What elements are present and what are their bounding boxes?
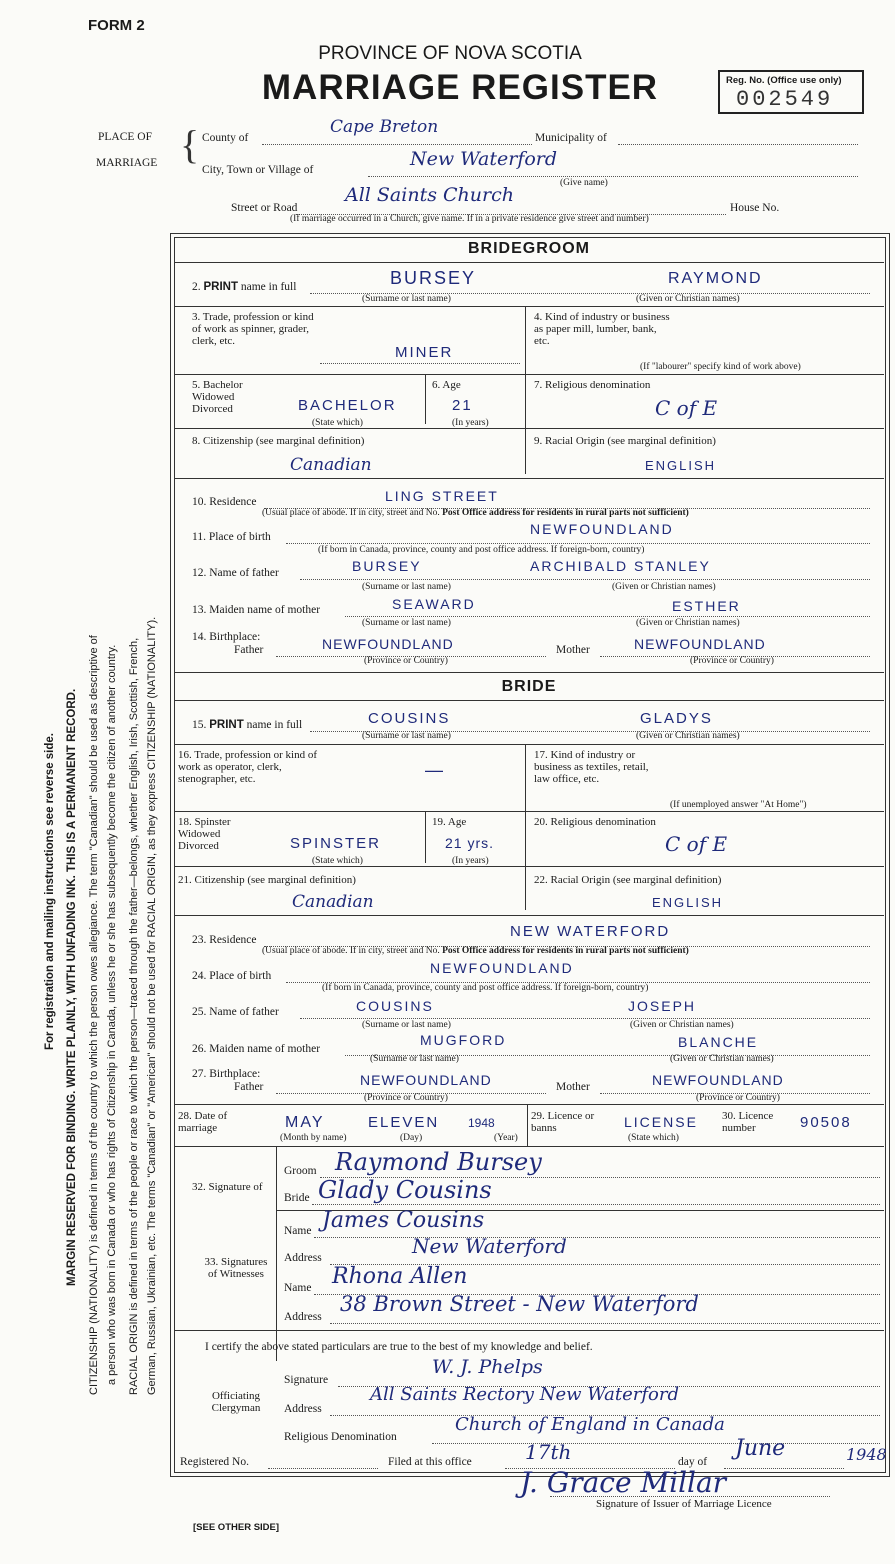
street-note: (If marriage occurred in a Church, give name. If in a private residence give street and number): [290, 214, 649, 224]
bride-racial-label: 22. Racial Origin (see marginal definition): [534, 874, 722, 886]
bride-mother-surname-note: (Surname or last name): [370, 1054, 459, 1064]
groom-name-label: 2. PRINT name in full: [192, 281, 297, 293]
filed-month: June: [735, 1436, 786, 1461]
groom-given: RAYMOND: [668, 270, 763, 287]
issuer-signature: J. Grace Millar: [520, 1466, 727, 1499]
witness-label: 33. Signatures of Witnesses: [204, 1256, 268, 1280]
groom-religion-label: 7. Religious denomination: [534, 379, 651, 391]
clergy-addr-label: Address: [284, 1403, 322, 1415]
bride-father-surname: COUSINS: [356, 998, 434, 1014]
relig-label: Religious Denomination: [284, 1431, 397, 1443]
bride-given-note: (Given or Christian names): [636, 731, 740, 741]
mother-given-note: (Given or Christian names): [636, 618, 740, 628]
filed-label: Filed at this office: [388, 1456, 472, 1468]
bride-bp-mother-label: Mother: [556, 1081, 590, 1093]
birth-note: (If born in Canada, province, county and post office address. If foreign-born, country): [318, 545, 645, 555]
sidebar-line-4: a person who was born in Canada or who has rights of Citizenship in Canada, unless he or she has subsequently become the citizen of another country.: [106, 644, 118, 1385]
bride-mother-label: 26. Maiden name of mother: [192, 1043, 321, 1055]
clergy-signature: W. J. Phelps: [432, 1356, 543, 1378]
bride-birth-line: [286, 968, 870, 983]
bride-bp-mother: NEWFOUNDLAND: [652, 1072, 784, 1088]
groom-age: 21: [452, 397, 473, 414]
bride-racial: ENGLISH: [652, 895, 724, 910]
groom-status: BACHELOR: [298, 397, 397, 414]
filed-day: 17th: [525, 1440, 572, 1464]
sidebar-line-2: MARGIN RESERVED FOR BINDING. WRITE PLAINLY, WITH UNFADING INK. THIS IS A PERMANENT RECORD.: [66, 688, 78, 1286]
groom-age-label: 6. Age: [432, 379, 461, 391]
bride-industry-note: (If unemployed answer "At Home"): [670, 800, 807, 810]
registered-label: Registered No.: [180, 1456, 249, 1468]
bride-religion: C of E: [665, 832, 728, 856]
w2-address-label: Address: [284, 1311, 322, 1323]
groom-birth-label: 11. Place of birth: [192, 531, 271, 543]
groom-bp-mother-label: Mother: [556, 644, 590, 656]
licence-number-label: 30. Licence number: [722, 1110, 774, 1134]
brace: {: [180, 122, 200, 167]
bride-mother-given-note: (Given or Christian names): [670, 1054, 774, 1064]
reg-number-box: [718, 70, 864, 114]
clergy-address: All Saints Rectory New Waterford: [370, 1384, 680, 1405]
month-note: (Month by name): [280, 1133, 347, 1143]
bride-status-label: 18. Spinster Widowed Divorced: [178, 816, 231, 852]
residence-note: (Usual place of abode. If in city, street and No. Post Office address for residents in rural parts not sufficient): [262, 508, 689, 518]
groom-industry-note: (If "labourer" specify kind of work above): [640, 362, 801, 372]
bride-heading: BRIDE: [501, 678, 557, 695]
bride-age-note: (In years): [452, 856, 489, 866]
groom-mother-label: 13. Maiden name of mother: [192, 604, 321, 616]
reg-number: 002549: [736, 87, 834, 112]
groom-trade-line: [320, 355, 520, 364]
bride-birth: NEWFOUNDLAND: [430, 960, 574, 976]
place-label-1: PLACE OF: [98, 131, 152, 143]
municipality-line: [618, 130, 858, 145]
marriage-month: MAY: [285, 1114, 325, 1131]
county-value: Cape Breton: [330, 117, 439, 137]
w2-name: Rhona Allen: [332, 1264, 468, 1289]
licence-number: 90508: [800, 1114, 852, 1131]
w1-name-label: Name: [284, 1225, 312, 1237]
clergy-sig-label: Signature: [284, 1374, 329, 1386]
reg-note: (Office use only): [767, 75, 842, 86]
bride-mother-surname: MUGFORD: [420, 1032, 507, 1048]
filed-year: 1948: [846, 1445, 887, 1464]
w2-name-label: Name: [284, 1282, 312, 1294]
groom-birth: NEWFOUNDLAND: [530, 521, 674, 537]
father-surname-note: (Surname or last name): [362, 582, 451, 592]
given-note: (Given or Christian names): [636, 294, 740, 304]
licence-label: 29. Licence or banns: [531, 1110, 595, 1134]
groom-citizenship-label: 8. Citizenship (see marginal definition): [192, 435, 365, 447]
county-label: County of: [202, 132, 249, 144]
municipality-label: Municipality of: [535, 132, 607, 144]
groom-bp-label: 14. Birthplace:: [192, 631, 261, 643]
sidebar-line-1: For registration and mailing instructions see reverse side.: [44, 733, 56, 1050]
marriage-day: ELEVEN: [368, 1114, 440, 1131]
issuer-line: [550, 1492, 830, 1497]
page-title: MARRIAGE REGISTER: [261, 68, 659, 107]
bride-bp-mother-note: (Province or Country): [696, 1093, 780, 1103]
sidebar-line-5: RACIAL ORIGIN is defined in terms of the people or race to which the person—traced through the father—belongs, whether English, Irish, Scottish, French,: [128, 637, 140, 1395]
day-note: (Day): [400, 1133, 423, 1143]
bride-residence: NEW WATERFORD: [510, 923, 671, 940]
groom-religion: C of E: [655, 396, 718, 420]
groom-father-surname: BURSEY: [352, 558, 422, 574]
w1-address: New Waterford: [412, 1234, 567, 1258]
city-value: New Waterford: [410, 148, 558, 170]
year-note: (Year): [494, 1133, 518, 1143]
place-label-2: MARRIAGE: [96, 157, 158, 169]
bride-age: 21 yrs.: [445, 835, 495, 851]
bride-surname-note: (Surname or last name): [362, 731, 451, 741]
groom-citizenship: Canadian: [290, 455, 372, 475]
bride-religion-label: 20. Religious denomination: [534, 816, 656, 828]
groom-residence-line: [264, 494, 870, 509]
groom-residence: LING STREET: [385, 488, 499, 504]
father-given-note: (Given or Christian names): [612, 582, 716, 592]
bride-signature: Glady Cousins: [318, 1176, 492, 1204]
groom-residence-label: 10. Residence: [192, 496, 257, 508]
bride-sig-label: Bride: [284, 1192, 310, 1204]
bride-status-note: (State which): [312, 856, 363, 866]
groom-age-note: (In years): [452, 418, 489, 428]
groom-industry-label: 4. Kind of industry or business as paper mill, lumber, bank, etc.: [534, 311, 670, 347]
groom-trade: MINER: [395, 344, 454, 361]
day-of-label: day of: [678, 1456, 708, 1468]
groom-racial: ENGLISH: [645, 458, 717, 473]
licence-value: LICENSE: [624, 1114, 698, 1130]
bride-trade-label: 16. Trade, profession or kind of work as operator, clerk, stenographer, etc.: [178, 749, 318, 785]
issuer-label: Signature of Issuer of Marriage Licence: [596, 1498, 772, 1510]
bride-father-surname-note: (Surname or last name): [362, 1020, 451, 1030]
city-label: City, Town or Village of: [202, 164, 314, 176]
bride-bp-label: 27. Birthplace:: [192, 1068, 261, 1080]
sidebar-line-6: German, Russian, Ukrainian, etc. The terms "Canadian" or "American" should not be used for RACIAL ORIGIN, as they express CITIZENSHIP (NATIONALITY).: [146, 616, 158, 1395]
groom-bp-mother: NEWFOUNDLAND: [634, 636, 766, 652]
bride-citizenship-label: 21. Citizenship (see marginal definition): [178, 874, 356, 886]
bride-birth-label: 24. Place of birth: [192, 970, 272, 982]
marriage-date-label: 28. Date of marriage: [178, 1110, 228, 1134]
registered-line: [268, 1454, 378, 1469]
bridegroom-heading: BRIDEGROOM: [468, 240, 590, 257]
relig-value: Church of England in Canada: [455, 1414, 725, 1435]
groom-signature: Raymond Bursey: [335, 1148, 542, 1176]
bride-bp-father-label: Father: [234, 1081, 264, 1093]
bride-name-label: 15. PRINT name in full: [192, 719, 303, 731]
bride-father-label: 25. Name of father: [192, 1006, 279, 1018]
w1-address-label: Address: [284, 1252, 322, 1264]
house-label: House No.: [730, 202, 780, 214]
groom-status-note: (State which): [312, 418, 363, 428]
signature-label: 32. Signature of: [192, 1181, 263, 1193]
groom-surname: BURSEY: [390, 268, 477, 288]
bride-given: GLADYS: [640, 710, 713, 727]
groom-father-given: ARCHIBALD STANLEY: [530, 558, 711, 574]
mother-surname-note: (Surname or last name): [362, 618, 451, 628]
bride-father-given-note: (Given or Christian names): [630, 1020, 734, 1030]
groom-bp-father-label: Father: [234, 644, 264, 656]
bride-citizenship: Canadian: [292, 892, 374, 912]
groom-mother-given: ESTHER: [672, 598, 741, 614]
certify-text: I certify the above stated particulars are true to the best of my knowledge and belief.: [205, 1341, 593, 1353]
bride-residence-label: 23. Residence: [192, 934, 257, 946]
groom-father-label: 12. Name of father: [192, 567, 279, 579]
clergy-label: Officiating Clergyman: [211, 1390, 261, 1414]
groom-trade-label: 3. Trade, profession or kind of work as spinner, grader, clerk, etc.: [192, 311, 314, 347]
province-heading: PROVINCE OF NOVA SCOTIA: [318, 43, 582, 64]
bride-industry-label: 17. Kind of industry or business as textiles, retail, law office, etc.: [534, 749, 649, 785]
see-other-side: [SEE OTHER SIDE]: [193, 1522, 280, 1533]
bride-trade: —: [425, 760, 445, 780]
bride-bp-father: NEWFOUNDLAND: [360, 1072, 492, 1088]
bride-residence-note: (Usual place of abode. If in city, street and No. Post Office address for residents in rural parts not sufficient): [262, 946, 689, 956]
bride-bp-father-note: (Province or Country): [364, 1093, 448, 1103]
w1-name: James Cousins: [322, 1208, 485, 1233]
bride-father-given: JOSEPH: [628, 998, 697, 1014]
surname-note: (Surname or last name): [362, 294, 451, 304]
groom-status-label: 5. Bachelor Widowed Divorced: [192, 379, 243, 415]
bp-father-note: (Province or Country): [364, 656, 448, 666]
groom-sig-label: Groom: [284, 1165, 317, 1177]
street-value: All Saints Church: [345, 184, 514, 206]
reg-label: Reg. No.: [726, 75, 765, 86]
bp-mother-note: (Province or Country): [690, 656, 774, 666]
groom-bp-father: NEWFOUNDLAND: [322, 636, 454, 652]
groom-mother-surname: SEAWARD: [392, 596, 476, 612]
bride-age-label: 19. Age: [432, 816, 467, 828]
sidebar-line-3: CITIZENSHIP (NATIONALITY) is defined in terms of the country to which the person owes allegiance. The term "Canadian" should be used as descriptive of: [88, 635, 100, 1395]
street-label: Street or Road: [231, 202, 298, 214]
w2-address: 38 Brown Street - New Waterford: [340, 1292, 699, 1316]
give-name-note: (Give name): [560, 178, 608, 188]
form-label: FORM 2: [88, 17, 145, 34]
marriage-year: 1948: [468, 1116, 495, 1130]
bride-mother-given: BLANCHE: [678, 1034, 759, 1050]
groom-racial-label: 9. Racial Origin (see marginal definition): [534, 435, 716, 447]
bride-birth-note: (If born in Canada, province, county and post office address. If foreign-born, country): [322, 983, 649, 993]
licence-note: (State which): [628, 1133, 679, 1143]
bride-surname: COUSINS: [368, 710, 451, 727]
bride-status: SPINSTER: [290, 835, 382, 852]
